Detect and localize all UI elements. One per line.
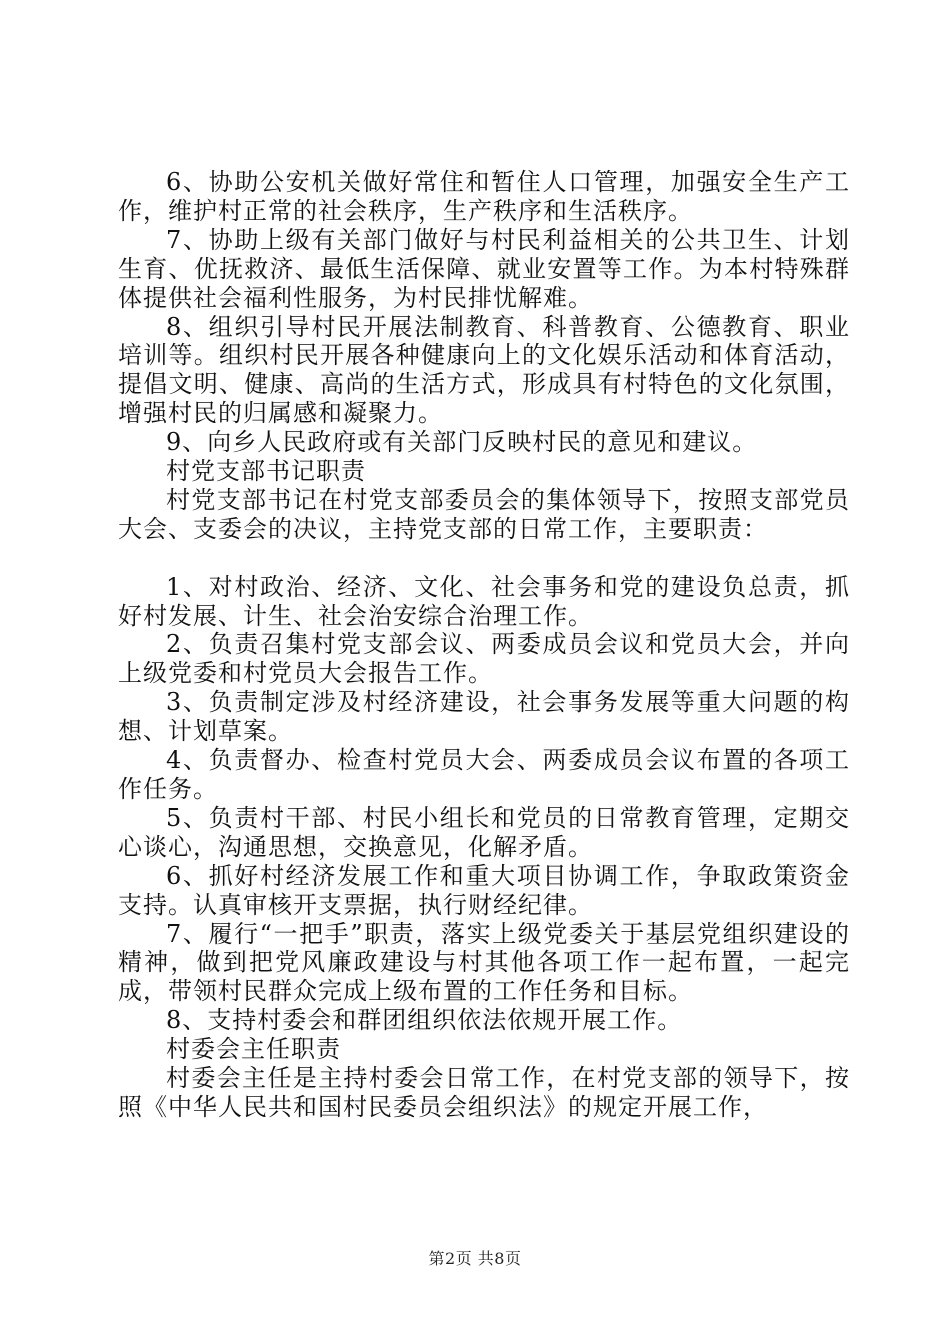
document-body — [118, 168, 850, 1122]
page-number-footer: 第2页 共8页 — [428, 1249, 522, 1268]
paragraph-committee-director-intro: 村委会主任是主持村委会日常工作，在村党支部的领导下，按照《中华人民共和国村民委员会组织法》的规定开展工作， — [118, 1064, 850, 1121]
paragraph-secretary-item-5: 5、负责村干部、村民小组长和党员的日常教育管理，定期交心谈心，沟通思想，交换意见，化解矛盾。 — [118, 803, 850, 861]
paragraph-secretary-item-6: 6、抓好村经济发展工作和重大项目协调工作，争取政策资金支持。认真审核开支票据，执行财经纪律。 — [118, 861, 850, 919]
blank-line — [118, 544, 850, 573]
paragraph-secretary-item-3: 3、负责制定涉及村经济建设，社会事务发展等重大问题的构想、计划草案。 — [118, 688, 850, 746]
section-heading-committee-director: 村委会主任职责 — [166, 1035, 341, 1064]
paragraph-party-secretary-intro: 村党支部书记在村党支部委员会的集体领导下，按照支部党员大会、支委会的决议，主持党支部的日常工作，主要职责： — [118, 485, 850, 543]
paragraph-secretary-item-2: 2、负责召集村党支部会议、两委成员会议和党员大会，并向上级党委和村党员大会报告工作。 — [118, 630, 850, 688]
paragraph-secretary-item-1: 1、对村政治、经济、文化、社会事务和党的建设负总责，抓好村发展、计生、社会治安综合治理工作。 — [118, 572, 850, 630]
paragraph-secretary-item-4: 4、负责督办、检查村党员大会、两委成员会议布置的各项工作任务。 — [118, 746, 850, 804]
paragraph-village-item-7: 7、协助上级有关部门做好与村民利益相关的公共卫生、计划生育、优抚救济、最低生活保障、就业安置等工作。为本村特殊群体提供社会福利性服务，为村民排忧解难。 — [118, 225, 850, 312]
paragraph-secretary-item-7: 7、履行“一把手”职责，落实上级党委关于基层党组织建设的精神，做到把党风廉政建设与村其他各项工作一起布置，一起完成，带领村民群众完成上级布置的工作任务和目标。 — [118, 919, 850, 1006]
paragraph-secretary-item-8: 8、支持村委会和群团组织依法依规开展工作。 — [166, 1006, 683, 1035]
paragraph-village-item-6: 6、协助公安机关做好常住和暂住人口管理，加强安全生产工作，维护村正常的社会秩序，生产秩序和生活秩序。 — [118, 168, 850, 225]
paragraph-village-item-8: 8、组织引导村民开展法制教育、科普教育、公德教育、职业培训等。组织村民开展各种健康向上的文化娱乐活动和体育活动，提倡文明、健康、高尚的生活方式，形成具有村特色的文化氛围，增强村民的归属感和凝聚力。 — [118, 312, 850, 428]
paragraph-village-item-9: 9、向乡人民政府或有关部门反映村民的意见和建议。 — [166, 428, 758, 457]
section-heading-party-secretary: 村党支部书记职责 — [166, 457, 366, 486]
